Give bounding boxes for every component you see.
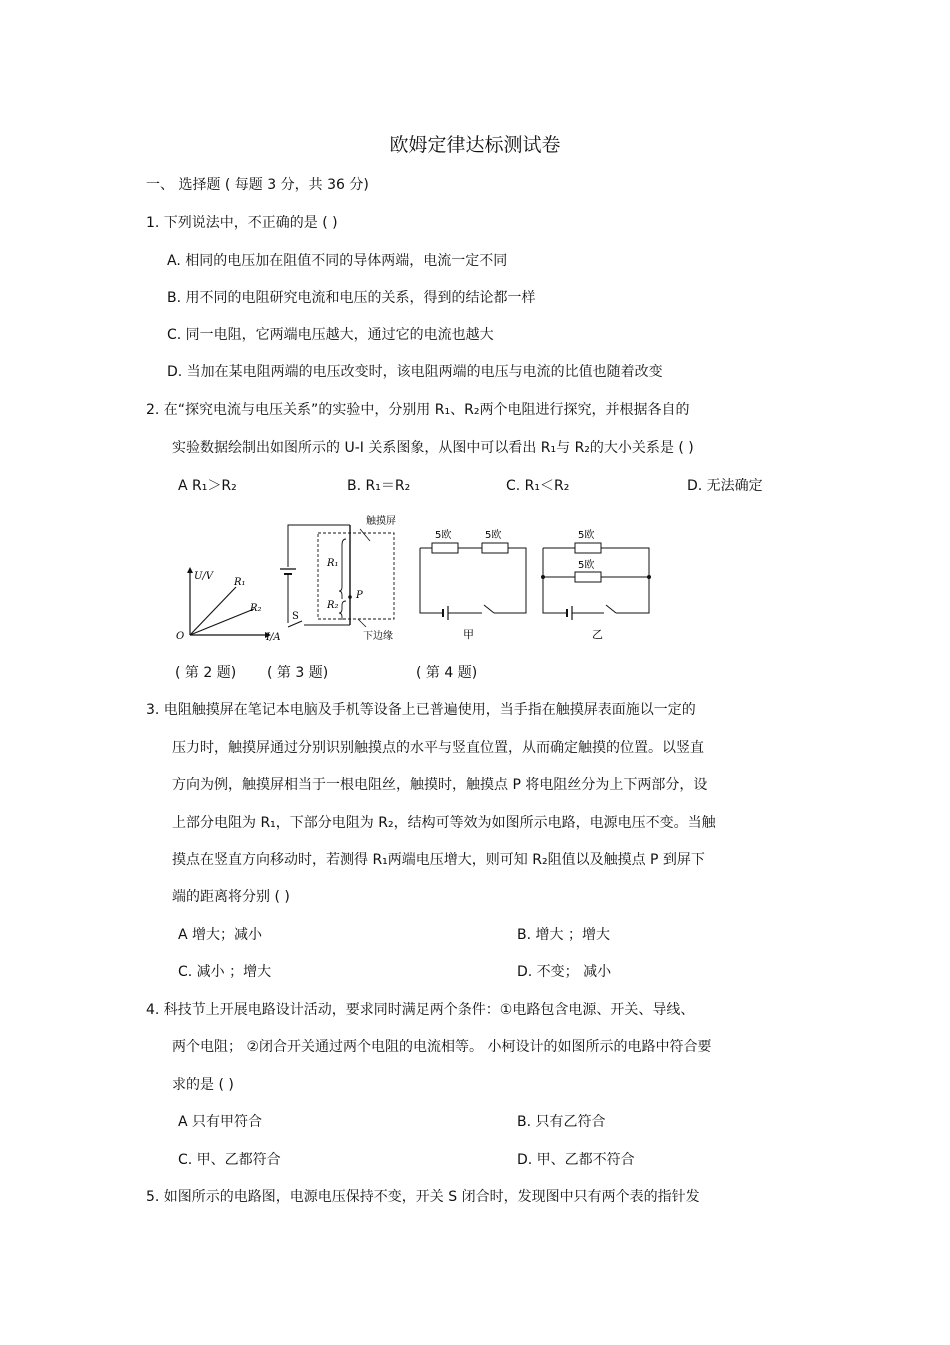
fig4-b-switch <box>606 605 616 613</box>
figures-row <box>170 505 670 650</box>
fig4-a-resistor-2-label: 5欧 <box>485 530 502 541</box>
q2-option-c: C. R₁＜R₂ <box>506 478 570 494</box>
fig4-b-label: 乙 <box>592 628 603 641</box>
fig4-a-resistor-2 <box>482 543 508 553</box>
fig4-b-resistor-1 <box>575 543 601 553</box>
q3-option-c: C. 减小 ；增大 <box>178 964 272 980</box>
fig2-graph <box>176 567 281 643</box>
fig4-b-resistor-2 <box>575 572 601 582</box>
fig2-label-r1: R₁ <box>234 577 246 588</box>
section-heading: 一、 选择题 ( 每题 3 分，共 36 分) <box>146 177 369 193</box>
q4-option-a: A 只有甲符合 <box>178 1114 263 1130</box>
q3-stem-line4: 上部分电阻为 R₁，下部分电阻为 R₂，结构可等效为如图所示电路，电源电压不变。当触 <box>172 815 716 831</box>
q4-option-b: B. 只有乙符合 <box>517 1114 606 1130</box>
q1-option-b: B. 用不同的电阻研究电流和电压的关系，得到的结论都一样 <box>167 290 536 306</box>
fig4-a-label: 甲 <box>463 628 474 641</box>
fig3-label-s: S <box>292 611 299 622</box>
q2-option-b: B. R₁＝R₂ <box>347 478 411 494</box>
caption-fig4: ( 第 4 题) <box>416 665 478 681</box>
fig2-origin: O <box>176 631 185 642</box>
fig3-label-r2: R₂ <box>327 600 339 611</box>
q3-stem-line6: 端的距离将分别 ( ) <box>172 889 290 905</box>
q2-stem-line2: 实验数据绘制出如图所示的 U-I 关系图象，从图中可以看出 R₁与 R₂的大小关系是 ( ) <box>172 440 694 456</box>
fig3-bottom-edge-label: 下边缘 <box>363 631 393 642</box>
q1-option-d: D. 当加在某电阻两端的电压改变时，该电阻两端的电压与电流的比值也随着改变 <box>167 364 663 380</box>
q4-stem-line1: 4. 科技节上开展电路设计活动，要求同时满足两个条件：①电路包含电源、开关、导线、 <box>146 1002 695 1018</box>
q4-option-d: D. 甲、乙都不符合 <box>517 1152 635 1168</box>
fig2-label-r2: R₂ <box>250 603 262 614</box>
q5-stem-line1: 5. 如图所示的电路图，电源电压保持不变，开关 S 闭合时，发现图中只有两个表的指针发 <box>146 1189 700 1205</box>
q4-option-c: C. 甲、乙都符合 <box>178 1152 281 1168</box>
q4-stem-line2: 两个电阻； ②闭合开关通过两个电阻的电流相等。 小柯设计的如图所示的电路中符合要 <box>172 1039 712 1055</box>
q2-stem-line1: 2. 在“探究电流与电压关系”的实验中，分别用 R₁、R₂两个电阻进行探究，并根据各自的 <box>146 402 690 418</box>
fig3-label-p: P <box>356 590 363 601</box>
q3-stem-line3: 方向为例，触摸屏相当于一根电阻丝，触摸时，触摸点 P 将电阻丝分为上下两部分，设 <box>172 777 708 793</box>
q3-option-a: A 增大；减小 <box>178 927 263 943</box>
fig4-b-resistor-2-label: 5欧 <box>578 560 595 571</box>
fig2-line-r2 <box>190 609 254 635</box>
fig3-screen-label: 触摸屏 <box>366 516 396 527</box>
q3-stem-line2: 压力时，触摸屏通过分别识别触摸点的水平与竖直位置，从而确定触摸的位置。以竖直 <box>172 740 704 756</box>
q2-option-a: A R₁＞R₂ <box>178 478 237 494</box>
q2-option-d: D. 无法确定 <box>687 478 763 494</box>
fig3-label-r1: R₁ <box>327 558 339 569</box>
fig2-line-r1 <box>190 587 236 635</box>
q3-stem-line1: 3. 电阻触摸屏在笔记本电脑及手机等设备上已普遍使用，当手指在触摸屏表面施以一定的 <box>146 702 696 718</box>
caption-fig2: ( 第 2 题) <box>175 665 237 681</box>
fig2-y-axis-label: U/V <box>194 571 214 582</box>
page-title: 欧姆定律达标测试卷 <box>389 134 561 156</box>
q3-option-b: B. 增大 ；增大 <box>517 927 610 943</box>
q1-option-a: A. 相同的电压加在阻值不同的导体两端，电流一定不同 <box>167 253 508 269</box>
fig4-circuit-b <box>541 528 651 641</box>
q4-stem-line3: 求的是 ( ) <box>172 1077 234 1093</box>
q1-option-c: C. 同一电阻，它两端电压越大，通过它的电流也越大 <box>167 327 494 343</box>
caption-fig3: ( 第 3 题) <box>267 665 329 681</box>
fig4-a-resistor-1-label: 5欧 <box>435 530 452 541</box>
q3-stem-line5: 摸点在竖直方向移动时，若测得 R₁两端电压增大，则可知 R₂阻值以及触摸点 P 到屏下 <box>172 852 705 868</box>
q1-stem: 1. 下列说法中，不正确的是 ( ) <box>146 215 338 231</box>
fig4-a-switch <box>484 605 494 613</box>
q3-option-d: D. 不变； 减小 <box>517 964 612 980</box>
fig3-circuit <box>280 514 396 642</box>
fig3-contact-point <box>348 595 352 599</box>
fig2-x-axis-label: I/A <box>266 632 281 643</box>
fig4-b-resistor-1-label: 5欧 <box>578 530 595 541</box>
fig4-a-resistor-1 <box>432 543 458 553</box>
fig4-circuit-a <box>420 528 526 641</box>
